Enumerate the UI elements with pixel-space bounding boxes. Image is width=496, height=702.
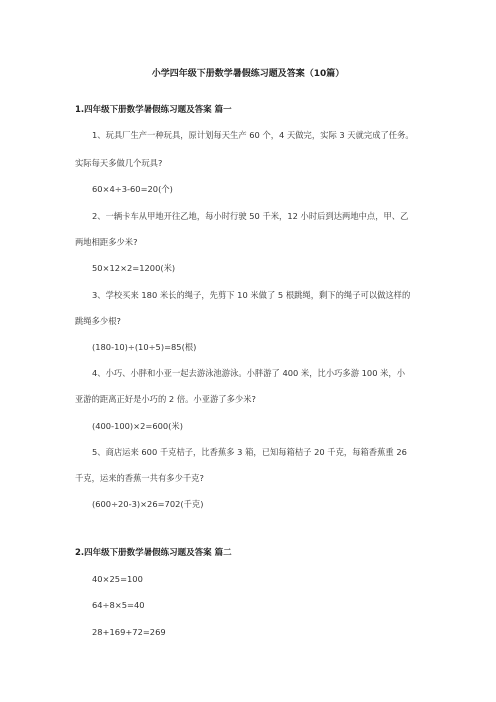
answer-5: (600÷20-3)×26=702(千克) xyxy=(92,499,204,509)
question-5-line-1: 5、商店运来 600 千克桔子，比香蕉多 3 箱，已知每箱桔子 20 千克，每箱香蕉重 26 xyxy=(92,447,407,457)
question-4-line-1: 4、小巧、小胖和小亚一起去游泳池游泳。小胖游了 400 米，比小巧多游 100 米，小 xyxy=(92,368,406,378)
answer-1: 60×4÷3-60=20(个) xyxy=(92,184,173,194)
answer-4: (400-100)×2=600(米) xyxy=(92,421,183,431)
page-title: 小学四年级下册数学暑假练习题及答案（10篇） xyxy=(151,69,345,79)
question-1-line-1: 1、玩具厂生产一种玩具，原计划每天生产 60 个，4 天做完，实际 3 天就完成了任务。 xyxy=(92,130,414,140)
question-4-line-2: 亚游的距离正好是小巧的 2 倍。小亚游了多少米? xyxy=(75,394,256,404)
question-3-line-2: 跳绳多少根? xyxy=(75,316,121,326)
question-1-line-2: 实际每天多做几个玩具? xyxy=(75,158,163,168)
exercise-3: 28+169+72=269 xyxy=(92,627,166,637)
answer-3: (180-10)÷(10÷5)=85(根) xyxy=(92,342,197,352)
exercise-2: 64÷8×5=40 xyxy=(92,600,145,610)
exercise-1: 40×25=100 xyxy=(92,574,143,584)
question-2-line-2: 两地相距多少米? xyxy=(75,237,138,247)
question-5-line-2: 千克，运来的香蕉一共有多少千克? xyxy=(75,473,204,483)
question-3-line-1: 3、学校买来 180 米长的绳子，先剪下 10 米做了 5 根跳绳，剩下的绳子可以做这样的 xyxy=(92,290,411,300)
answer-2: 50×12×2=1200(米) xyxy=(92,263,176,273)
section-heading-2: 2.四年级下册数学暑假练习题及答案 篇二 xyxy=(75,548,232,558)
question-2-line-1: 2、一辆卡车从甲地开往乙地，每小时行驶 50 千米，12 小时后到达两地中点，甲、乙 xyxy=(92,211,409,221)
section-heading-1: 1.四年级下册数学暑假练习题及答案 篇一 xyxy=(75,105,232,115)
